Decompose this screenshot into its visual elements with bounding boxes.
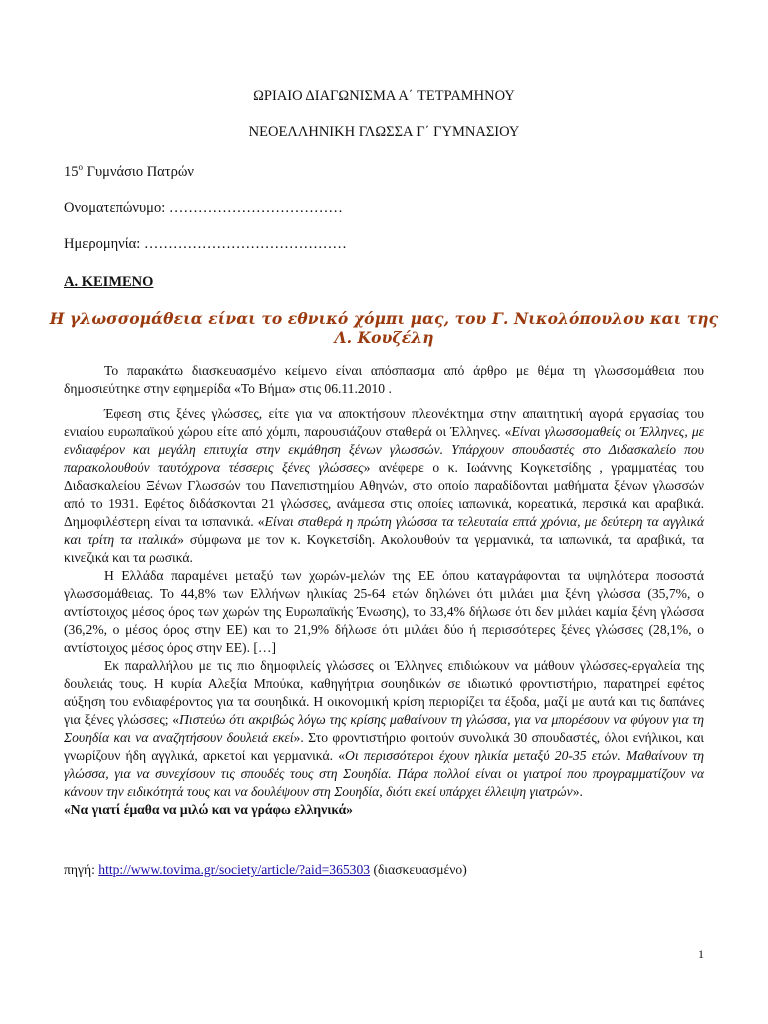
name-field: Ονοματεπώνυμο: ……………………………… xyxy=(64,200,343,216)
p3-quote-2: Οι περισσότεροι έχουν ηλικία μεταξύ 20-35 ετών. Μαθαίνουν τη γλώσσα, για να συνεχίσουν τις σπουδές τους στη Σουηδία. Πάρα πολλοί είναι οι γιατροί που προγραμματίζουν να κάνουν την ειδικότητά τους και να δουλέψουν στη Σουηδία, διότι εκεί υπάρχει έλλειψη γιατρών xyxy=(64,748,704,799)
exam-title: ΩΡΙΑΙΟ ΔΙΑΓΩΝΙΣΜΑ Α΄ ΤΕΤΡΑΜΗΝΟΥ xyxy=(253,88,515,104)
source-link[interactable]: http://www.tovima.gr/society/article/?aid=365303 xyxy=(98,862,371,877)
p3-text-a: Εκ παραλλήλου με τις πιο δημοφιλείς γλώσσες οι Έλληνες επιδιώκουν να μάθουν γλώσσες-εργαλεία της δουλειάς τους. Η κυρία Αλεξία Μπούκα, καθηγήτρια σουηδικών σε ιδιωτικό φροντιστήριο, παρατηρεί εφέτος αύξηση του ενδιαφέροντος για τα σουηδικά. Η οικονομική κρίση περιορίζει τα έξοδα, μαζί με αυτά και τις δαπάνες για ξένες γλώσσες; « xyxy=(64,658,704,727)
article-body xyxy=(64,405,704,819)
article-title: Η γλωσσομάθεια είναι το εθνικό χόμπι μας, του Γ. Νικολόπουλου και της Λ. Κουζέλη xyxy=(49,309,719,347)
source-note: (διασκευασμένο) xyxy=(370,862,467,877)
school-label: Γυμνάσιο Πατρών xyxy=(83,163,194,180)
page-number: 1 xyxy=(698,947,704,961)
p1-text-e: » σύμφωνα με τον κ. Κογκετσίδη. Ακολουθούν τα γερμανικά, τα ιαπωνικά, τα αραβικά, τα κινεζικά και τα ρωσικά. xyxy=(64,532,704,565)
paragraph-1 xyxy=(64,405,704,567)
school-number: 15 xyxy=(64,163,79,180)
source-label: πηγή: xyxy=(64,862,99,877)
p1-text-c: » ανέφερε ο κ. Ιωάννης Κογκετσίδης , γραμματέας του Διδασκαλείου Ξένων Γλωσσών του Πανεπιστημίου Αθηνών, στο οποίο παραδίδονται μαθήματα ξένων γλωσσών από το 1931. Εφέτος διδάσκονται 21 γλώσσες, ανάμεσα στις οποίες ιαπωνικά, κορεατικά, περσικά και αραβικά. Δημοφιλέστερη είναι τα ισπανικά. « xyxy=(64,460,704,529)
p1-quote-1: Είναι γλωσσομαθείς οι Έλληνες, με ενδιαφέρον και μεγάλη επιτυχία στην εκμάθηση ξένων γλωσσών. Υπάρχουν σπουδαστές στο Διδασκαλείο που παρακολουθούν ταυτόχρονα τέσσερις ξένες γλώσσες xyxy=(64,424,705,475)
paragraph-3 xyxy=(64,657,704,801)
closing-line: «Να γιατί έμαθα να μιλώ και να γράφω ελληνικά» xyxy=(64,802,353,817)
p3-text-e: ». xyxy=(572,784,583,799)
date-field: Ημερομηνία: …………………………………… xyxy=(64,236,347,252)
school-ordinal: ο xyxy=(78,162,83,172)
p1-quote-2: Είναι σταθερά η πρώτη γλώσσα τα τελευταία επτά χρόνια, με δεύτερη τα αγγλικά και τρίτη τα ιταλικά xyxy=(64,514,705,547)
p3-text-c: ». Στο φροντιστήριο φοιτούν συνολικά 30 σπουδαστές, όλοι ενήλικοι, και γνωρίζουν ήδη αγγλικά, αρκετοί και γερμανικά. « xyxy=(64,730,704,763)
school-name xyxy=(64,162,194,181)
section-heading: Α. ΚΕΙΜΕΝΟ xyxy=(64,274,154,290)
paragraph-2: Η Ελλάδα παραμένει μεταξύ των χωρών-μελών της ΕΕ όπου καταγράφονται τα υψηλότερα ποσοστά γλωσσομάθειας. Το 44,8% των Ελλήνων ηλικίας 25-64 ετών δηλώνει ότι μιλάει μια ξένη γλώσσα (35,7%, ο αντίστοιχος μέσος όρος των χωρών της Ευρωπαϊκής Ένωσης), το 33,4% δήλωσε ότι δεν μιλάει καμία ξένη γλώσσα (36,2%, ο μέσος όρος στην ΕΕ) και το 21,9% δήλωσε ότι μιλάει δύο ή περισσότερες ξένες γλώσσες (28,1%, ο αντίστοιχος μέσος όρος στην ΕΕ). […] xyxy=(64,568,704,655)
intro-paragraph xyxy=(64,362,704,398)
p3-quote-1: Πιστεύω ότι ακριβώς λόγω της κρίσης μαθαίνουν τη γλώσσα, για να μπορέσουν να φύγουν για τη Σουηδία και να αναζητήσουν δουλειά εκεί xyxy=(64,712,704,745)
p1-text-a: Έφεση στις ξένες γλώσσες, είτε για να αποκτήσουν πλεονέκτημα στην απαιτητική αγορά εργασίας του ενιαίου ευρωπαϊκού χώρου είτε από χόμπι, παρουσιάζουν σταθερά οι Έλληνες. « xyxy=(64,406,704,439)
intro-text: Το παρακάτω διασκευασμένο κείμενο είναι απόσπασμα από άρθρο με θέμα τη γλωσσομάθεια που δημοσιεύτηκε στην εφημερίδα «Το Βήμα» στις 06.11.2010 . xyxy=(64,363,704,396)
subject-title: ΝΕΟΕΛΛΗΝΙΚΗ ΓΛΩΣΣΑ Γ΄ ΓΥΜΝΑΣΙΟΥ xyxy=(248,124,520,140)
source-line xyxy=(64,862,467,878)
